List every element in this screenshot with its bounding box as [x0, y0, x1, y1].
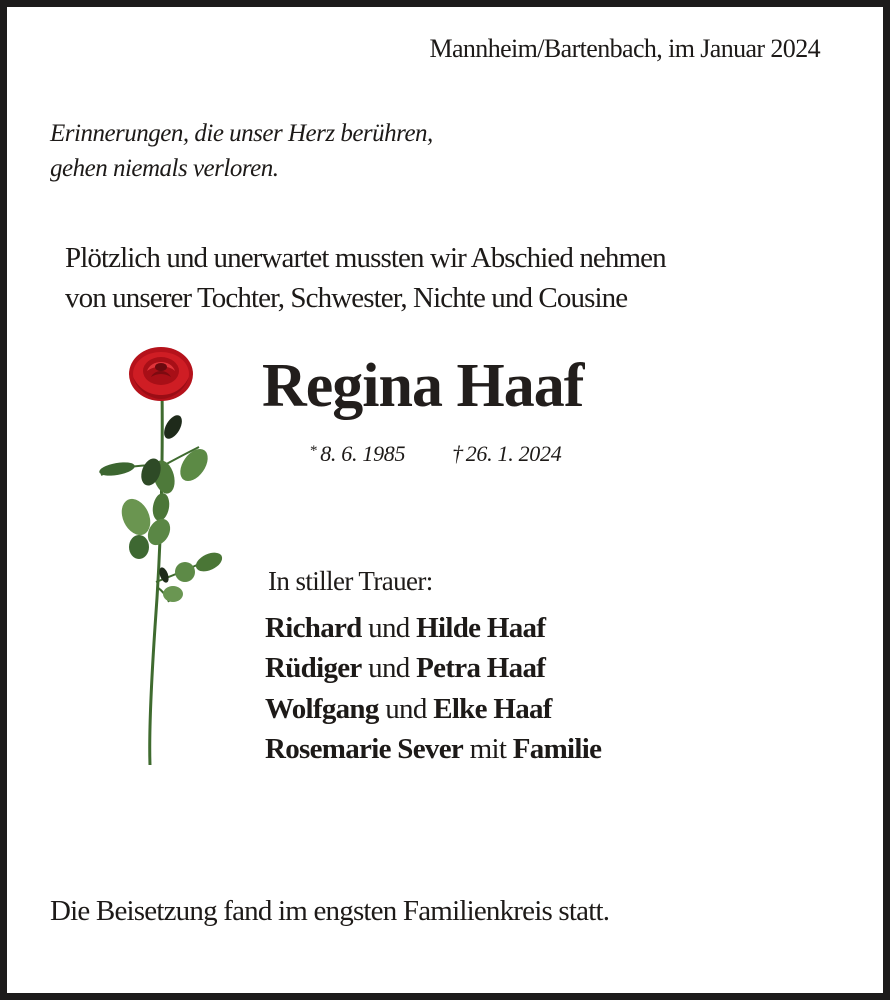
mourner-name: Hilde Haaf — [416, 612, 546, 644]
mourner-name: Rüdiger — [265, 652, 362, 684]
obituary-card — [7, 7, 883, 993]
mourner-joiner: mit — [469, 733, 507, 765]
mourner-joiner: und — [368, 652, 410, 684]
birth-date — [310, 443, 405, 465]
mourner-name: Richard — [265, 612, 362, 644]
birth-date-value: 8. 6. 1985 — [320, 441, 406, 466]
cross-icon: † — [452, 441, 463, 466]
mourner-joiner: und — [385, 693, 427, 725]
burial-note: Die Beisetzung fand im engsten Familienkreis statt. — [50, 895, 610, 927]
death-date-value: 26. 1. 2024 — [465, 441, 562, 466]
mourning-label: In stiller Trauer: — [268, 566, 433, 596]
place-and-date: Mannheim/Bartenbach, im Januar 2024 — [429, 34, 820, 63]
mourner-name: Familie — [512, 733, 602, 765]
mourner-name: Rosemarie Sever — [265, 733, 464, 765]
quote-line-2: gehen niemals verloren. — [50, 155, 279, 182]
intro-line-1: Plötzlich und unerwartet mussten wir Abschied nehmen — [65, 242, 666, 274]
birth-symbol: * — [310, 443, 318, 459]
intro-line-2: von unserer Tochter, Schwester, Nichte und Cousine — [65, 282, 628, 314]
mourner-line — [265, 735, 601, 764]
mourner-joiner: und — [368, 612, 410, 644]
mourner-line — [265, 695, 552, 724]
death-date — [452, 443, 561, 465]
mourner-line — [265, 614, 545, 643]
mourner-name: Petra Haaf — [416, 652, 546, 684]
deceased-name: Regina Haaf — [262, 352, 584, 420]
mourner-line — [265, 654, 545, 683]
quote-line-1: Erinnerungen, die unser Herz berühren, — [50, 120, 433, 147]
red-rose-icon — [89, 347, 229, 767]
mourner-name: Wolfgang — [265, 693, 379, 725]
mourner-name: Elke Haaf — [433, 693, 552, 725]
